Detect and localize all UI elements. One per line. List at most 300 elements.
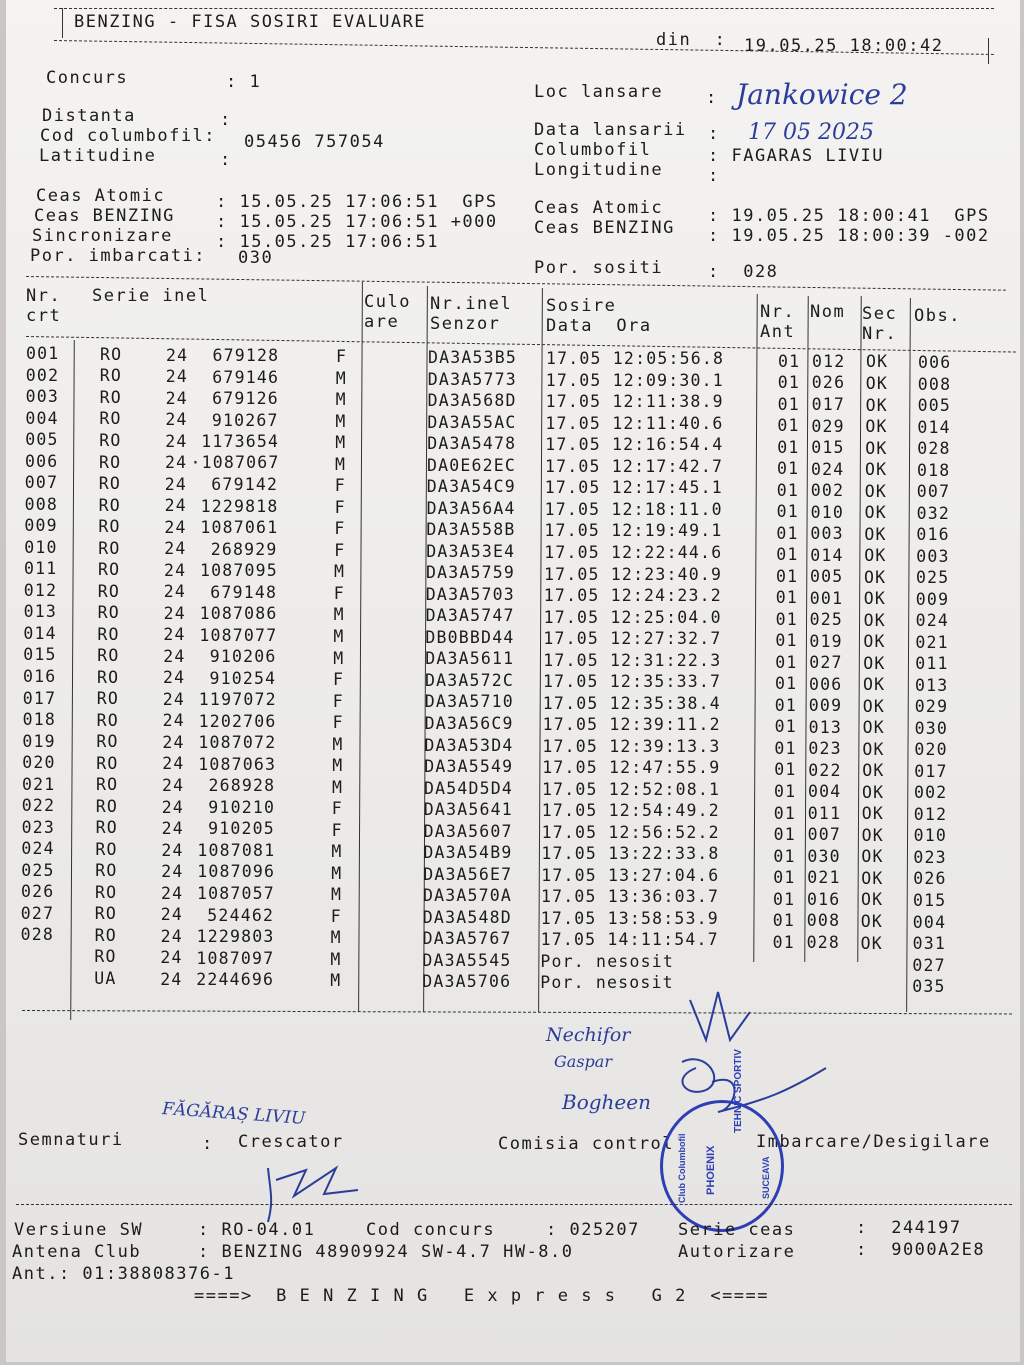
row-arrival: 17.05 12:27:32.7 [543, 629, 722, 649]
row-country: UA [94, 969, 117, 989]
row-sex: M [330, 971, 342, 991]
row-country: RO [97, 646, 120, 666]
row-sex: F [330, 906, 342, 926]
row-country: RO [96, 689, 120, 709]
row-obs: 018 [917, 460, 951, 480]
row-obs: 027 [912, 955, 946, 975]
row-year: 24 [164, 474, 188, 494]
row-sex: F [334, 497, 346, 517]
document-title: BENZING - FISA SOSIRI EVALUARE [74, 12, 427, 32]
distanta-label: Distanta [42, 106, 136, 126]
row-ring: 910267 [211, 410, 279, 430]
row-nr: 002 [25, 365, 60, 385]
por-sositi-value: : 028 [708, 262, 779, 282]
signature-nechifor: Nechifor [546, 1024, 631, 1046]
row-obs: 015 [913, 890, 947, 910]
row-obs: 032 [916, 503, 950, 523]
row-ring: 679146 [212, 367, 280, 387]
row-country: RO [99, 431, 122, 450]
row-sec: OK [863, 675, 886, 695]
row-sex: F [334, 540, 346, 560]
row-nom: 027 [809, 653, 843, 673]
row-arrival: 17.05 13:27:04.6 [541, 865, 720, 885]
row-ant: 01 [776, 480, 800, 500]
distanta-value: : [220, 110, 232, 130]
row-sex: M [333, 648, 345, 668]
row-year: 24 [165, 453, 188, 473]
row-ring: 1087081 [197, 840, 276, 860]
row-ring: 1087063 [198, 754, 277, 774]
row-arrival: Por. nesosit [540, 951, 674, 971]
row-obs: 028 [917, 439, 951, 459]
row-chip: DA3A5607 [423, 821, 513, 841]
versiune-sw-value: : RO-04.01 [198, 1220, 316, 1240]
row-year: 24 [160, 926, 183, 946]
row-sex: F [333, 583, 345, 603]
row-country: RO [98, 538, 121, 558]
row-year: 24 [160, 905, 184, 925]
row-sex: M [331, 863, 343, 883]
col-obs-header: Obs. [914, 306, 961, 326]
row-ant: 01 [776, 502, 799, 522]
ceas-atomic-start-value: : 15.05.25 17:06:51 GPS [216, 192, 498, 212]
row-nr: 011 [24, 559, 58, 579]
stamp-text-right: SUCEAVA [761, 1156, 771, 1199]
row-obs: 012 [913, 804, 948, 824]
row-nr: 028 [20, 925, 54, 945]
row-ant: 01 [774, 760, 797, 780]
row-ring: 910254 [209, 668, 277, 688]
row-chip: DA3A5767 [422, 929, 512, 949]
row-ring: 1087086 [199, 604, 278, 624]
row-country: RO [99, 409, 122, 429]
row-chip: DA0E62EC [427, 455, 517, 475]
row-arrival: 17.05 12:47:55.9 [542, 758, 721, 778]
row-nr: 005 [25, 430, 59, 450]
row-nr: 025 [21, 860, 55, 880]
row-nom: 006 [809, 674, 843, 694]
row-obs: 035 [912, 977, 946, 997]
versiune-sw-label: Versiune SW [14, 1220, 144, 1240]
comisia-control-label: Comisia control [498, 1134, 675, 1154]
row-sec: OK [861, 825, 884, 845]
row-arrival: 17.05 12:11:40.6 [545, 413, 724, 433]
row-nom: 024 [811, 459, 845, 479]
row-ring: 1087096 [197, 862, 276, 882]
club-stamp [660, 1049, 784, 1232]
data-lansarii-label: Data lansarii [534, 120, 687, 140]
row-year: 24 [162, 732, 185, 752]
row-chip: DA3A5759 [426, 563, 516, 583]
row-nom: 019 [809, 631, 843, 651]
row-sex: M [331, 885, 343, 905]
row-year: 24 [160, 969, 183, 989]
row-obs: 005 [917, 396, 951, 416]
ceas-benzing-end-value: : 19.05.25 18:00:39 -002 [708, 226, 990, 246]
row-arrival: 17.05 12:19:49.1 [544, 521, 723, 541]
row-year: 24 [165, 367, 189, 387]
row-nr: 023 [21, 817, 55, 837]
concurs-label: Concurs [46, 68, 129, 88]
row-sex: M [335, 368, 347, 388]
row-arrival: 17.05 14:11:54.7 [540, 930, 719, 950]
row-obs: 016 [916, 525, 950, 545]
row-obs: 002 [914, 783, 948, 803]
row-chip: DA3A5710 [424, 692, 514, 712]
row-ant: 01 [777, 394, 800, 414]
row-ring: 910210 [208, 797, 276, 817]
row-chip: DA3A5706 [422, 972, 512, 992]
loc-lansare-colon: : [706, 88, 718, 108]
row-chip: DA3A5478 [427, 434, 517, 454]
row-nom: 010 [810, 502, 844, 522]
row-sex: M [332, 777, 344, 797]
cod-columbofil-value: 05456 757054 [244, 132, 385, 152]
row-country: RO [95, 861, 118, 881]
row-arrival: 17.05 12:54:49.2 [541, 801, 720, 821]
row-ant: 01 [777, 373, 801, 393]
row-ant: 01 [772, 911, 796, 931]
col-nom-header: Nom [810, 302, 846, 322]
row-ring: 679128 [212, 346, 280, 366]
row-sex: M [333, 627, 345, 646]
row-year: 24 [161, 819, 184, 839]
row-obs: 008 [917, 374, 952, 394]
row-country: RO [99, 366, 123, 386]
row-ring: 1087097 [196, 948, 275, 968]
row-sec: OK [863, 610, 886, 630]
row-ring: 1202706 [198, 711, 277, 731]
row-ant: 01 [773, 846, 796, 866]
row-ring: 268928 [208, 776, 276, 796]
row-ring: 1197072 [198, 690, 277, 710]
row-year: 24 [161, 840, 184, 860]
row-nom: 004 [808, 782, 842, 802]
row-year: 24 [166, 345, 189, 365]
row-year: 24 [162, 775, 185, 795]
row-country: RO [100, 344, 123, 364]
row-sec: OK [865, 460, 888, 480]
row-chip: DA54D5D4 [424, 778, 514, 798]
row-chip: DA3A5611 [425, 649, 515, 669]
row-sex: F [331, 820, 343, 840]
row-country: RO [97, 581, 121, 601]
row-ant: 01 [778, 351, 801, 371]
serie-ceas-value: : 244197 [856, 1218, 962, 1238]
row-chip: DA3A5773 [427, 369, 517, 389]
row-ant: 01 [776, 523, 799, 543]
row-obs: 013 [915, 675, 949, 695]
row-country: RO [98, 560, 121, 580]
row-ant: 01 [776, 545, 799, 565]
row-obs: 029 [914, 697, 949, 717]
row-obs: 011 [915, 654, 949, 674]
row-nr: 019 [22, 731, 56, 751]
ceas-benzing-start-value: : 15.05.25 17:06:51 +000 [216, 212, 498, 232]
row-ring: 910206 [209, 647, 277, 667]
row-country: RO [95, 818, 118, 838]
date-label: din : [656, 30, 727, 50]
autorizare-label: Autorizare [678, 1242, 796, 1262]
row-sex: F [334, 519, 346, 539]
row-arrival: 17.05 12:09:30.1 [545, 370, 724, 390]
row-nom: 008 [806, 911, 841, 931]
row-year: 24 [165, 431, 188, 451]
loc-lansare-label: Loc lansare [534, 82, 664, 102]
row-nr: 004 [25, 408, 59, 428]
row-ant: 01 [775, 609, 798, 629]
latitudine-label: Latitudine [39, 146, 157, 166]
row-chip: DA3A54C9 [426, 477, 516, 497]
row-chip: DA3A55AC [427, 412, 517, 432]
row-country: RO [94, 925, 117, 945]
row-nom: 026 [811, 373, 846, 393]
row-nom: 023 [808, 739, 842, 759]
row-sec: OK [863, 632, 886, 652]
row-country: RO [95, 882, 118, 902]
row-nr: 017 [22, 688, 57, 708]
row-arrival: 17.05 12:24:23.2 [543, 586, 722, 606]
row-nom: 021 [807, 868, 841, 888]
por-sositi-label: Por. sositi [534, 258, 664, 278]
row-country: RO [94, 904, 118, 924]
row-obs: 017 [914, 761, 948, 781]
row-ant: 01 [774, 782, 797, 801]
row-arrival: 17.05 12:16:54.4 [545, 435, 724, 455]
row-sex: M [335, 454, 347, 474]
brand-footer: ====> B E N Z I N G E x p r e s s G 2 <==== [194, 1286, 770, 1306]
row-country: RO [96, 732, 119, 752]
row-sec: OK [863, 589, 887, 609]
row-country: RO [98, 495, 121, 515]
signature-bogheen: Bogheen [562, 1090, 651, 1114]
row-country: RO [94, 947, 117, 967]
row-nr: 008 [24, 494, 58, 514]
columbofil-label: Columbofil [534, 140, 652, 160]
row-nr: 001 [26, 344, 60, 364]
row-obs: 023 [913, 847, 947, 867]
row-year: 24 [164, 539, 187, 559]
row-nr: 014 [23, 623, 57, 643]
row-nr: 003 [25, 387, 59, 407]
row-nom: 005 [810, 567, 844, 587]
ceas-benzing-start-label: Ceas BENZING [34, 206, 175, 226]
row-chip: DA3A56E7 [423, 864, 513, 884]
row-nr: 021 [22, 774, 56, 794]
row-obs: 026 [913, 869, 947, 889]
row-ant: 01 [776, 566, 799, 586]
row-ant: 01 [775, 652, 798, 672]
row-sec: OK [862, 739, 885, 759]
row-ant: 01 [775, 674, 798, 694]
row-ring: 910205 [208, 819, 275, 839]
por-imbarcati-label: Por. imbarcati: [30, 246, 207, 266]
row-nom: 015 [811, 438, 845, 458]
row-year: 24 [162, 689, 186, 709]
row-obs: 031 [912, 934, 946, 954]
row-year: 24 [162, 711, 185, 731]
row-sex: M [331, 842, 343, 862]
por-imbarcati-value: 030 [238, 248, 274, 268]
row-ring: 679142 [211, 475, 279, 495]
row-sec: OK [860, 911, 884, 931]
serie-ceas-label: Serie ceas [678, 1220, 796, 1240]
signature-gaspar: Gaspar [554, 1052, 612, 1071]
ceas-atomic-start-label: Ceas Atomic [36, 186, 166, 206]
row-sec: OK [863, 653, 886, 673]
row-country: RO [95, 796, 119, 816]
row-sec: OK [865, 438, 888, 458]
ceas-atomic-end-label: Ceas Atomic [534, 198, 664, 218]
row-nom: 029 [811, 416, 845, 436]
row-chip: DA3A570A [423, 886, 513, 906]
row-year: 24 [163, 646, 186, 666]
row-sex: F [334, 476, 346, 496]
row-sex: M [332, 734, 344, 754]
row-ant: 01 [773, 825, 796, 845]
row-obs: 010 [913, 826, 947, 846]
row-ant: 01 [775, 588, 799, 608]
row-sec: OK [861, 804, 885, 824]
row-country: RO [99, 452, 122, 472]
row-arrival: 17.05 12:35:33.7 [543, 672, 722, 692]
row-ring: 1229818 [200, 496, 279, 516]
row-nr: 013 [23, 602, 57, 622]
row-year: 24 [165, 410, 188, 430]
row-arrival: 17.05 13:58:53.9 [540, 908, 719, 928]
row-ring: 679148 [210, 582, 278, 602]
row-ring: 1087072 [198, 733, 277, 753]
row-arrival: 17.05 12:39:11.2 [542, 715, 721, 735]
row-nom: 007 [807, 825, 841, 845]
row-sec: OK [862, 696, 886, 716]
row-country: RO [98, 517, 121, 537]
row-sec: OK [860, 933, 883, 953]
data-lansarii-handwritten: 17 05 2025 [748, 120, 874, 145]
row-arrival: 17.05 12:18:11.0 [544, 499, 723, 519]
row-chip: DA3A53E4 [426, 541, 516, 561]
latitudine-value: : [220, 150, 232, 170]
row-sex: F [336, 347, 348, 367]
row-country: RO [96, 753, 119, 773]
row-nr: 006 [25, 451, 59, 471]
row-sec: OK [865, 395, 888, 415]
row-ring: 268929 [210, 539, 278, 559]
row-nom: 016 [807, 889, 841, 909]
cod-concurs-label: Cod concurs [366, 1220, 496, 1240]
row-obs: 003 [916, 546, 950, 566]
row-nom: 011 [807, 803, 842, 823]
col-ant-header: Nr. Ant [760, 302, 796, 342]
date-value: 19.05.25 18:00:42 [744, 36, 944, 56]
semnaturi-label: Semnaturi [18, 1130, 124, 1150]
row-sec: OK [864, 524, 887, 544]
row-sec: OK [861, 890, 884, 910]
row-sec: OK [864, 503, 887, 523]
row-ring: 2244696 [196, 970, 275, 990]
row-chip: DA3A548D [422, 907, 512, 927]
row-ring: 1229803 [196, 926, 275, 946]
row-ant: 01 [774, 695, 798, 715]
row-sex: F [332, 713, 344, 733]
row-obs: 004 [912, 912, 947, 932]
row-sec: OK [862, 782, 885, 802]
row-year: 24 [161, 883, 184, 903]
col-culoare-header: Culo are [364, 292, 411, 332]
sincronizare-value: : 15.05.25 17:06:51 [216, 232, 439, 252]
row-chip: DA3A5703 [425, 584, 515, 604]
row-sex: F [333, 670, 345, 690]
row-year: 24 [163, 582, 187, 602]
row-sex: F [332, 691, 344, 711]
row-nom: 012 [812, 351, 846, 371]
row-nr: 007 [24, 473, 59, 493]
row-chip: DA3A56C9 [424, 713, 514, 733]
row-nom: 028 [806, 932, 840, 952]
row-nr: 015 [23, 645, 57, 665]
row-sec: OK [864, 481, 888, 501]
autorizare-value: : 9000A2E8 [856, 1240, 986, 1260]
row-nom: 022 [808, 760, 842, 780]
row-ring: ·1087067 [190, 453, 280, 473]
row-obs: 024 [915, 611, 949, 631]
longitudine-label: Longitudine [534, 160, 664, 180]
row-sex: M [335, 411, 347, 431]
row-sex: M [332, 756, 344, 776]
row-sex: F [331, 799, 343, 819]
row-nr: 022 [21, 796, 56, 816]
row-sex: M [335, 433, 347, 453]
row-arrival: 17.05 12:35:38.4 [542, 693, 721, 713]
data-lansarii-colon: : [708, 124, 720, 144]
cod-columbofil-label: Cod columbofil: [40, 126, 217, 146]
row-sec: OK [865, 373, 889, 393]
row-year: 24 [164, 560, 187, 580]
row-country: RO [99, 387, 122, 407]
row-sec: OK [865, 417, 888, 437]
row-obs: 030 [914, 718, 948, 738]
stamp-text-top: TEHNIC SPORTIV [733, 1049, 744, 1133]
row-nr: 010 [24, 537, 58, 557]
row-sec: OK [864, 567, 887, 587]
imbarcare-label: Imbarcare/Desigilare [756, 1132, 991, 1152]
antena-club-label: Antena Club [12, 1242, 142, 1262]
row-nr: 020 [22, 753, 56, 773]
row-country: RO [97, 624, 120, 644]
row-nom: 001 [809, 588, 844, 608]
footer-separator [16, 1204, 1012, 1205]
row-year: 24 [161, 797, 185, 817]
row-arrival: 17.05 12:31:22.3 [543, 650, 722, 670]
row-ring: 679126 [212, 389, 279, 409]
col-sec-header: Sec Nr. [862, 304, 898, 344]
arrival-sheet [6, 0, 1020, 1362]
row-year: 24 [163, 603, 186, 623]
row-ant: 01 [773, 803, 797, 823]
row-sec: OK [861, 847, 884, 867]
ceas-benzing-end-label: Ceas BENZING [534, 218, 675, 238]
row-arrival: Por. nesosit [540, 973, 674, 993]
crescator-label: Crescator [238, 1132, 344, 1152]
row-nr: 027 [20, 903, 55, 923]
loc-lansare-handwritten: Jankowice 2 [736, 78, 908, 111]
row-chip: DA3A5747 [425, 606, 515, 626]
row-nom: 002 [810, 481, 845, 501]
row-nom: 017 [811, 394, 845, 414]
row-ring: 1087061 [200, 518, 279, 538]
row-sec: OK [862, 761, 885, 781]
row-ring: 1173654 [201, 432, 280, 451]
